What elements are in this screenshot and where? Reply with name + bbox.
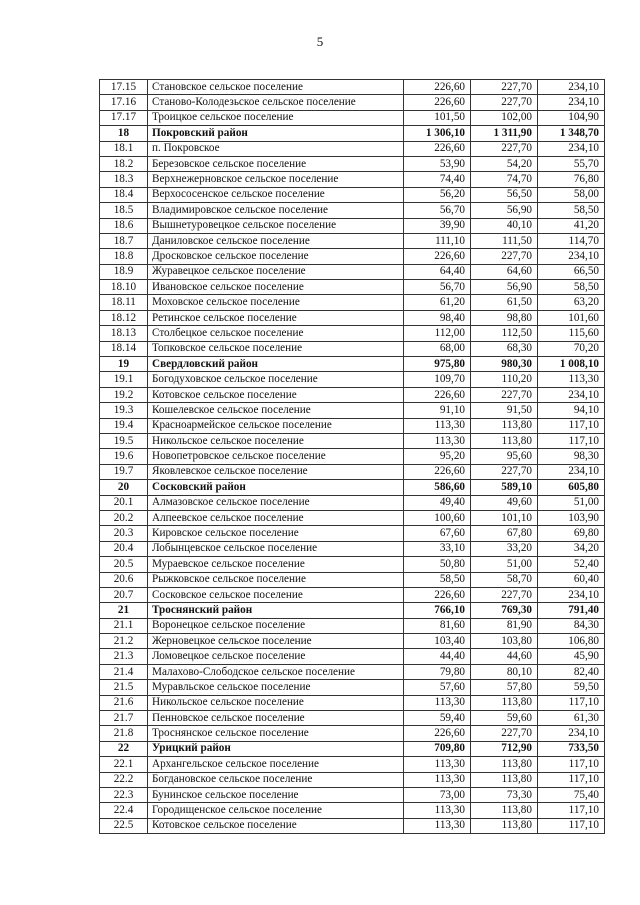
value-3-cell: 76,80 — [538, 172, 605, 187]
value-2-cell: 57,80 — [471, 680, 538, 695]
settlement-name-cell: Ивановское сельское поселение — [148, 280, 404, 295]
settlement-name-cell: Троицкое сельское поселение — [148, 110, 404, 125]
row-number-cell: 18.9 — [100, 264, 148, 279]
row-number-cell: 22 — [100, 741, 148, 756]
settlement-name-cell: Богодуховское сельское поселение — [148, 372, 404, 387]
value-1-cell: 975,80 — [404, 357, 471, 372]
settlement-name-cell: Троснянское сельское поселение — [148, 726, 404, 741]
value-2-cell: 51,00 — [471, 557, 538, 572]
settlement-name-cell: Котовское сельское поселение — [148, 818, 404, 833]
value-1-cell: 226,60 — [404, 464, 471, 479]
row-number-cell: 19.4 — [100, 418, 148, 433]
value-2-cell: 91,50 — [471, 403, 538, 418]
value-3-cell: 82,40 — [538, 664, 605, 679]
table-row — [100, 203, 605, 218]
table-row — [100, 403, 605, 418]
value-3-cell: 63,20 — [538, 295, 605, 310]
value-3-cell: 234,10 — [538, 141, 605, 156]
value-1-cell: 100,60 — [404, 510, 471, 525]
settlement-table — [99, 79, 605, 834]
value-2-cell: 712,90 — [471, 741, 538, 756]
table-row — [100, 649, 605, 664]
table-row — [100, 249, 605, 264]
value-2-cell: 113,80 — [471, 803, 538, 818]
row-number-cell: 18.8 — [100, 249, 148, 264]
row-number-cell: 20.5 — [100, 557, 148, 572]
value-3-cell: 234,10 — [538, 726, 605, 741]
value-3-cell: 52,40 — [538, 557, 605, 572]
table-row — [100, 587, 605, 602]
value-2-cell: 113,80 — [471, 433, 538, 448]
table-row — [100, 711, 605, 726]
row-number-cell: 19.6 — [100, 449, 148, 464]
table-row — [100, 95, 605, 110]
row-number-cell: 19.3 — [100, 403, 148, 418]
value-2-cell: 227,70 — [471, 95, 538, 110]
table-row — [100, 110, 605, 125]
value-1-cell: 226,60 — [404, 80, 471, 95]
value-3-cell: 114,70 — [538, 233, 605, 248]
settlement-name-cell: Ретинское сельское поселение — [148, 310, 404, 325]
value-1-cell: 53,90 — [404, 156, 471, 171]
value-2-cell: 103,80 — [471, 634, 538, 649]
value-2-cell: 61,50 — [471, 295, 538, 310]
settlement-name-cell: Пенновское сельское поселение — [148, 711, 404, 726]
value-2-cell: 113,80 — [471, 418, 538, 433]
settlement-name-cell: Малахово-Слободское сельское поселение — [148, 664, 404, 679]
row-number-cell: 21.1 — [100, 618, 148, 633]
settlement-name-cell: Кировское сельское поселение — [148, 526, 404, 541]
table-row — [100, 572, 605, 587]
value-2-cell: 589,10 — [471, 480, 538, 495]
table-row — [100, 433, 605, 448]
page-number: 5 — [316, 34, 324, 49]
value-1-cell: 58,50 — [404, 572, 471, 587]
table-row — [100, 264, 605, 279]
row-number-cell: 20.6 — [100, 572, 148, 587]
settlement-name-cell: Вышнетуровецкое сельское поселение — [148, 218, 404, 233]
row-number-cell: 17.17 — [100, 110, 148, 125]
value-2-cell: 111,50 — [471, 233, 538, 248]
value-3-cell: 34,20 — [538, 541, 605, 556]
value-2-cell: 101,10 — [471, 510, 538, 525]
district-row — [100, 126, 605, 141]
value-3-cell: 58,50 — [538, 280, 605, 295]
row-number-cell: 19.7 — [100, 464, 148, 479]
table-row — [100, 449, 605, 464]
row-number-cell: 18.1 — [100, 141, 148, 156]
table-row — [100, 295, 605, 310]
row-number-cell: 22.4 — [100, 803, 148, 818]
value-3-cell: 59,50 — [538, 680, 605, 695]
value-3-cell: 115,60 — [538, 326, 605, 341]
value-2-cell: 227,70 — [471, 464, 538, 479]
value-2-cell: 980,30 — [471, 357, 538, 372]
table-row — [100, 772, 605, 787]
value-3-cell: 234,10 — [538, 80, 605, 95]
value-2-cell: 44,60 — [471, 649, 538, 664]
row-number-cell: 19.2 — [100, 387, 148, 402]
settlement-name-cell: Красноармейское сельское поселение — [148, 418, 404, 433]
table-row — [100, 387, 605, 402]
settlement-name-cell: Богдановское сельское поселение — [148, 772, 404, 787]
value-1-cell: 91,10 — [404, 403, 471, 418]
settlement-name-cell: Верхососенское сельское поселение — [148, 187, 404, 202]
settlement-name-cell: Становское сельское поселение — [148, 80, 404, 95]
value-3-cell: 117,10 — [538, 772, 605, 787]
value-3-cell: 84,30 — [538, 618, 605, 633]
settlement-name-cell: Алпеевское сельское поселение — [148, 510, 404, 525]
value-2-cell: 102,00 — [471, 110, 538, 125]
value-3-cell: 234,10 — [538, 587, 605, 602]
value-1-cell: 74,40 — [404, 172, 471, 187]
value-3-cell: 98,30 — [538, 449, 605, 464]
value-1-cell: 709,80 — [404, 741, 471, 756]
value-1-cell: 95,20 — [404, 449, 471, 464]
row-number-cell: 18.2 — [100, 156, 148, 171]
district-row — [100, 603, 605, 618]
value-2-cell: 113,80 — [471, 695, 538, 710]
value-2-cell: 40,10 — [471, 218, 538, 233]
value-3-cell: 117,10 — [538, 757, 605, 772]
table-row — [100, 218, 605, 233]
value-2-cell: 49,60 — [471, 495, 538, 510]
row-number-cell: 19.5 — [100, 433, 148, 448]
value-2-cell: 227,70 — [471, 726, 538, 741]
table-body — [100, 80, 605, 834]
value-3-cell: 58,50 — [538, 203, 605, 218]
row-number-cell: 21.3 — [100, 649, 148, 664]
row-number-cell: 22.5 — [100, 818, 148, 833]
value-1-cell: 33,10 — [404, 541, 471, 556]
table-row — [100, 280, 605, 295]
row-number-cell: 18 — [100, 126, 148, 141]
value-1-cell: 226,60 — [404, 726, 471, 741]
row-number-cell: 18.13 — [100, 326, 148, 341]
value-3-cell: 117,10 — [538, 418, 605, 433]
settlement-name-cell: Жерновецкое сельское поселение — [148, 634, 404, 649]
value-3-cell: 791,40 — [538, 603, 605, 618]
row-number-cell: 18.5 — [100, 203, 148, 218]
value-1-cell: 101,50 — [404, 110, 471, 125]
value-3-cell: 117,10 — [538, 803, 605, 818]
value-1-cell: 226,60 — [404, 587, 471, 602]
value-1-cell: 113,30 — [404, 418, 471, 433]
value-3-cell: 113,30 — [538, 372, 605, 387]
value-2-cell: 33,20 — [471, 541, 538, 556]
value-2-cell: 80,10 — [471, 664, 538, 679]
table-row — [100, 680, 605, 695]
value-1-cell: 57,60 — [404, 680, 471, 695]
row-number-cell: 21 — [100, 603, 148, 618]
settlement-name-cell: Дросковское сельское поселение — [148, 249, 404, 264]
value-1-cell: 226,60 — [404, 141, 471, 156]
value-1-cell: 98,40 — [404, 310, 471, 325]
district-row — [100, 480, 605, 495]
value-1-cell: 113,30 — [404, 757, 471, 772]
row-number-cell: 18.4 — [100, 187, 148, 202]
value-1-cell: 59,40 — [404, 711, 471, 726]
value-1-cell: 113,30 — [404, 803, 471, 818]
value-2-cell: 110,20 — [471, 372, 538, 387]
settlement-name-cell: Свердловский район — [148, 357, 404, 372]
value-2-cell: 227,70 — [471, 587, 538, 602]
value-1-cell: 79,80 — [404, 664, 471, 679]
settlement-name-cell: Воронецкое сельское поселение — [148, 618, 404, 633]
row-number-cell: 17.16 — [100, 95, 148, 110]
value-1-cell: 73,00 — [404, 787, 471, 802]
row-number-cell: 21.2 — [100, 634, 148, 649]
table-row — [100, 156, 605, 171]
settlement-name-cell: Даниловское сельское поселение — [148, 233, 404, 248]
settlement-name-cell: Новопетровское сельское поселение — [148, 449, 404, 464]
settlement-name-cell: Архангельское сельское поселение — [148, 757, 404, 772]
row-number-cell: 18.12 — [100, 310, 148, 325]
settlement-name-cell: Никольское сельское поселение — [148, 433, 404, 448]
district-row — [100, 357, 605, 372]
row-number-cell: 18.3 — [100, 172, 148, 187]
value-2-cell: 113,80 — [471, 772, 538, 787]
row-number-cell: 18.10 — [100, 280, 148, 295]
row-number-cell: 21.4 — [100, 664, 148, 679]
settlement-name-cell: Столбецкое сельское поселение — [148, 326, 404, 341]
row-number-cell: 21.5 — [100, 680, 148, 695]
settlement-name-cell: Рыжковское сельское поселение — [148, 572, 404, 587]
value-1-cell: 766,10 — [404, 603, 471, 618]
table-row — [100, 233, 605, 248]
row-number-cell: 22.3 — [100, 787, 148, 802]
value-2-cell: 56,90 — [471, 280, 538, 295]
value-2-cell: 58,70 — [471, 572, 538, 587]
value-1-cell: 103,40 — [404, 634, 471, 649]
value-1-cell: 109,70 — [404, 372, 471, 387]
value-1-cell: 111,10 — [404, 233, 471, 248]
settlement-name-cell: Сосковский район — [148, 480, 404, 495]
value-2-cell: 56,90 — [471, 203, 538, 218]
table-row — [100, 634, 605, 649]
settlement-name-cell: Кошелевское сельское поселение — [148, 403, 404, 418]
table-row — [100, 557, 605, 572]
row-number-cell: 20.1 — [100, 495, 148, 510]
value-2-cell: 73,30 — [471, 787, 538, 802]
value-3-cell: 234,10 — [538, 249, 605, 264]
value-2-cell: 227,70 — [471, 80, 538, 95]
value-3-cell: 55,70 — [538, 156, 605, 171]
value-3-cell: 58,00 — [538, 187, 605, 202]
settlement-name-cell: п. Покровское — [148, 141, 404, 156]
row-number-cell: 20.2 — [100, 510, 148, 525]
row-number-cell: 20.3 — [100, 526, 148, 541]
value-3-cell: 104,90 — [538, 110, 605, 125]
table-row — [100, 187, 605, 202]
value-2-cell: 1 311,90 — [471, 126, 538, 141]
value-3-cell: 51,00 — [538, 495, 605, 510]
value-2-cell: 67,80 — [471, 526, 538, 541]
value-2-cell: 113,80 — [471, 757, 538, 772]
value-2-cell: 227,70 — [471, 141, 538, 156]
value-2-cell: 59,60 — [471, 711, 538, 726]
table-row — [100, 510, 605, 525]
value-1-cell: 56,70 — [404, 203, 471, 218]
settlement-name-cell: Топковское сельское поселение — [148, 341, 404, 356]
value-3-cell: 234,10 — [538, 464, 605, 479]
settlement-name-cell: Троснянский район — [148, 603, 404, 618]
value-2-cell: 769,30 — [471, 603, 538, 618]
settlement-name-cell: Мураевское сельское поселение — [148, 557, 404, 572]
value-1-cell: 113,30 — [404, 433, 471, 448]
table-row — [100, 541, 605, 556]
table-row — [100, 526, 605, 541]
value-2-cell: 54,20 — [471, 156, 538, 171]
settlement-name-cell: Покровский район — [148, 126, 404, 141]
row-number-cell: 17.15 — [100, 80, 148, 95]
settlement-name-cell: Котовское сельское поселение — [148, 387, 404, 402]
settlement-name-cell: Владимировское сельское поселение — [148, 203, 404, 218]
table-row — [100, 464, 605, 479]
row-number-cell: 20 — [100, 480, 148, 495]
settlement-name-cell: Моховское сельское поселение — [148, 295, 404, 310]
value-2-cell: 113,80 — [471, 818, 538, 833]
value-3-cell: 60,40 — [538, 572, 605, 587]
value-2-cell: 68,30 — [471, 341, 538, 356]
settlement-name-cell: Алмазовское сельское поселение — [148, 495, 404, 510]
settlement-name-cell: Яковлевское сельское поселение — [148, 464, 404, 479]
settlement-name-cell: Журавецкое сельское поселение — [148, 264, 404, 279]
table-row — [100, 495, 605, 510]
value-3-cell: 103,90 — [538, 510, 605, 525]
value-1-cell: 112,00 — [404, 326, 471, 341]
settlement-name-cell: Урицкий район — [148, 741, 404, 756]
value-2-cell: 74,70 — [471, 172, 538, 187]
value-1-cell: 113,30 — [404, 772, 471, 787]
value-1-cell: 113,30 — [404, 695, 471, 710]
value-1-cell: 226,60 — [404, 387, 471, 402]
settlement-name-cell: Муравльское сельское поселение — [148, 680, 404, 695]
table-row — [100, 172, 605, 187]
value-3-cell: 45,90 — [538, 649, 605, 664]
table-row — [100, 141, 605, 156]
table-row — [100, 818, 605, 833]
table-row — [100, 787, 605, 802]
value-3-cell: 117,10 — [538, 695, 605, 710]
row-number-cell: 18.14 — [100, 341, 148, 356]
value-3-cell: 66,50 — [538, 264, 605, 279]
value-3-cell: 69,80 — [538, 526, 605, 541]
row-number-cell: 21.6 — [100, 695, 148, 710]
settlement-name-cell: Ломовецкое сельское поселение — [148, 649, 404, 664]
value-3-cell: 234,10 — [538, 95, 605, 110]
value-3-cell: 101,60 — [538, 310, 605, 325]
row-number-cell: 21.7 — [100, 711, 148, 726]
table-row — [100, 803, 605, 818]
value-1-cell: 81,60 — [404, 618, 471, 633]
table-row — [100, 372, 605, 387]
value-3-cell: 1 008,10 — [538, 357, 605, 372]
row-number-cell: 22.2 — [100, 772, 148, 787]
settlement-name-cell: Лобынцевское сельское поселение — [148, 541, 404, 556]
row-number-cell: 21.8 — [100, 726, 148, 741]
row-number-cell: 22.1 — [100, 757, 148, 772]
value-2-cell: 112,50 — [471, 326, 538, 341]
value-2-cell: 227,70 — [471, 249, 538, 264]
value-1-cell: 39,90 — [404, 218, 471, 233]
settlement-name-cell: Березовское сельское поселение — [148, 156, 404, 171]
value-1-cell: 68,00 — [404, 341, 471, 356]
value-3-cell: 234,10 — [538, 387, 605, 402]
settlement-name-cell: Никольское сельское поселение — [148, 695, 404, 710]
row-number-cell: 19.1 — [100, 372, 148, 387]
row-number-cell: 19 — [100, 357, 148, 372]
table-row — [100, 726, 605, 741]
value-3-cell: 41,20 — [538, 218, 605, 233]
district-row — [100, 741, 605, 756]
value-3-cell: 106,80 — [538, 634, 605, 649]
table-row — [100, 757, 605, 772]
value-3-cell: 117,10 — [538, 818, 605, 833]
settlement-name-cell: Бунинское сельское поселение — [148, 787, 404, 802]
value-3-cell: 70,20 — [538, 341, 605, 356]
value-3-cell: 733,50 — [538, 741, 605, 756]
value-1-cell: 226,60 — [404, 249, 471, 264]
value-2-cell: 98,80 — [471, 310, 538, 325]
value-3-cell: 117,10 — [538, 433, 605, 448]
table-row — [100, 664, 605, 679]
value-1-cell: 49,40 — [404, 495, 471, 510]
value-1-cell: 64,40 — [404, 264, 471, 279]
value-1-cell: 44,40 — [404, 649, 471, 664]
value-3-cell: 75,40 — [538, 787, 605, 802]
value-2-cell: 95,60 — [471, 449, 538, 464]
value-1-cell: 586,60 — [404, 480, 471, 495]
value-1-cell: 113,30 — [404, 818, 471, 833]
settlement-name-cell: Сосковское сельское поселение — [148, 587, 404, 602]
row-number-cell: 20.7 — [100, 587, 148, 602]
value-2-cell: 81,90 — [471, 618, 538, 633]
value-3-cell: 61,30 — [538, 711, 605, 726]
value-2-cell: 64,60 — [471, 264, 538, 279]
value-3-cell: 605,80 — [538, 480, 605, 495]
table-row — [100, 341, 605, 356]
value-1-cell: 50,80 — [404, 557, 471, 572]
value-1-cell: 226,60 — [404, 95, 471, 110]
table-row — [100, 418, 605, 433]
value-1-cell: 67,60 — [404, 526, 471, 541]
row-number-cell: 18.6 — [100, 218, 148, 233]
table-row — [100, 310, 605, 325]
settlement-name-cell: Верхнежерновское сельское поселение — [148, 172, 404, 187]
row-number-cell: 18.11 — [100, 295, 148, 310]
value-1-cell: 1 306,10 — [404, 126, 471, 141]
row-number-cell: 18.7 — [100, 233, 148, 248]
value-3-cell: 94,10 — [538, 403, 605, 418]
table-row — [100, 618, 605, 633]
value-1-cell: 61,20 — [404, 295, 471, 310]
value-2-cell: 227,70 — [471, 387, 538, 402]
value-1-cell: 56,70 — [404, 280, 471, 295]
value-1-cell: 56,20 — [404, 187, 471, 202]
row-number-cell: 20.4 — [100, 541, 148, 556]
value-2-cell: 56,50 — [471, 187, 538, 202]
settlement-name-cell: Станово-Колодезьское сельское поселение — [148, 95, 404, 110]
table-row — [100, 80, 605, 95]
settlement-name-cell: Городищенское сельское поселение — [148, 803, 404, 818]
value-3-cell: 1 348,70 — [538, 126, 605, 141]
table-row — [100, 326, 605, 341]
table-row — [100, 695, 605, 710]
